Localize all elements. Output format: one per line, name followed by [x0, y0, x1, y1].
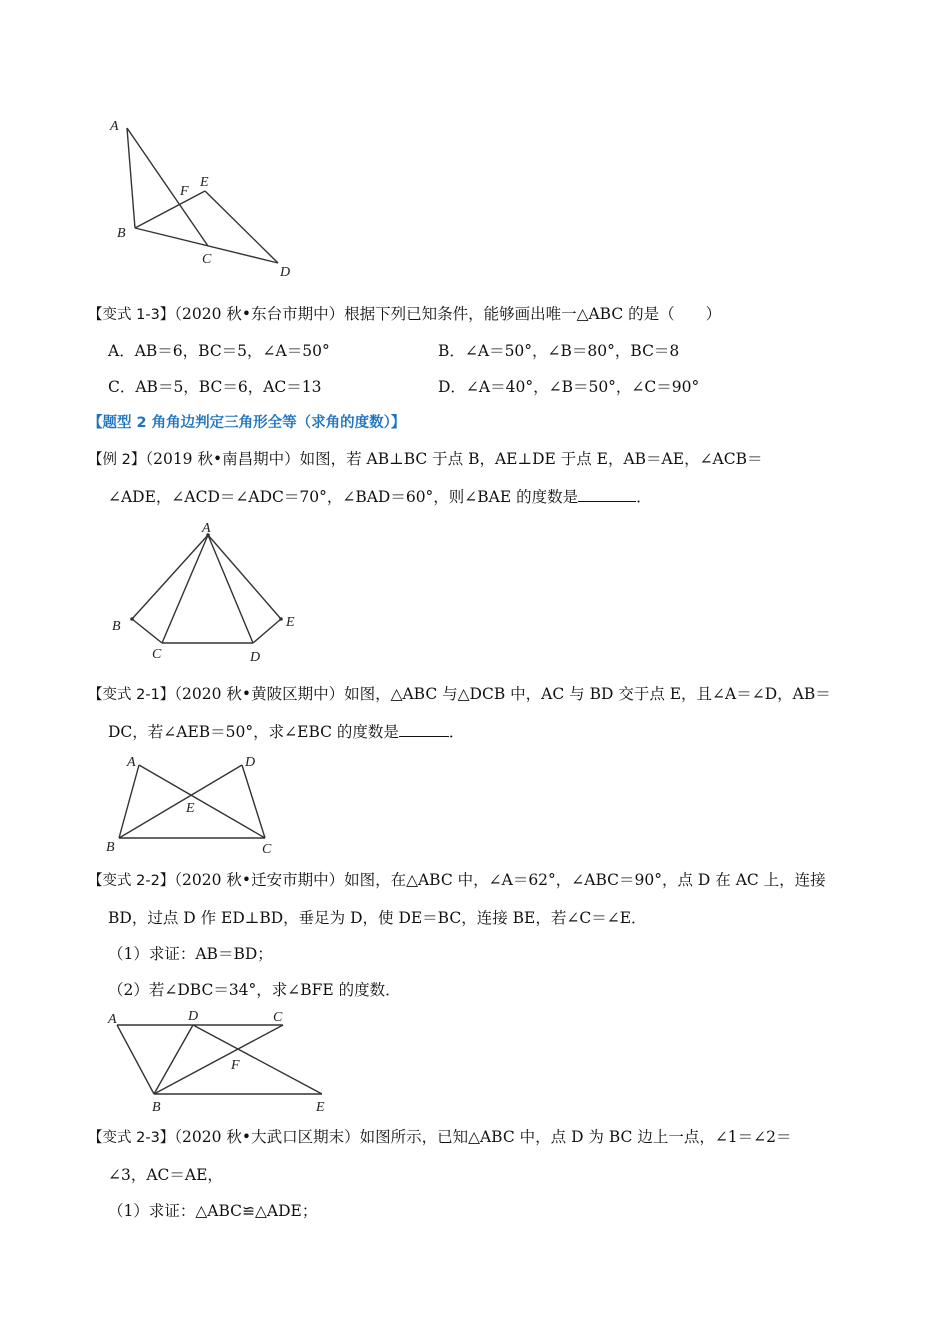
q21-line1: 【变式 2-1】（2020 秋•黄陂区期中）如图，△ABC 与△DCB 中，AC 与 BD 交于点 E，且∠A＝∠D，AB＝ — [88, 685, 831, 703]
label-b: B — [117, 226, 126, 241]
label-c: C — [202, 252, 212, 267]
segment-db — [119, 765, 242, 838]
label-a: A — [110, 119, 119, 134]
ex2-line2: ∠ADE，∠ACD＝∠ADC＝70°，∠BAD＝60°，则∠BAE 的度数是 ． — [108, 488, 652, 506]
q13-option-b[interactable]: B．∠A＝50°，∠B＝80°，BC＝8 — [438, 342, 680, 360]
q22-sub1: （1）求证：AB＝BD； — [108, 945, 273, 963]
q23-line1: 【变式 2-3】（2020 秋•大武口区期末）如图所示，已知△ABC 中，点 D 为 BC 边上一点，∠1＝∠2＝ — [88, 1128, 792, 1146]
figure-1 — [100, 110, 310, 285]
label-d: D — [245, 755, 256, 770]
q13-stem: 【变式 1-3】（2020 秋•东台市期中）根据下列已知条件，能够画出唯一△ABC 的是（ ） — [88, 305, 722, 323]
label-e: E — [200, 175, 209, 190]
label-c: C — [273, 1010, 283, 1025]
label-b: B — [152, 1100, 161, 1115]
segment-ab — [132, 535, 208, 619]
label-b: B — [112, 619, 121, 634]
label-d: D — [250, 650, 261, 665]
segment-ed — [205, 191, 278, 263]
label-f: F — [180, 184, 189, 199]
figure-4 — [100, 1003, 350, 1118]
figure-3 — [100, 750, 290, 860]
label-e: E — [316, 1100, 325, 1115]
q23-line2: ∠3，AC＝AE， — [108, 1166, 223, 1184]
q13-option-c[interactable]: C．AB＝5，BC＝6，AC＝13 — [108, 378, 322, 396]
label-a: A — [127, 755, 136, 770]
label-c: C — [262, 842, 272, 857]
segment-ab — [127, 128, 135, 228]
ex2-line1: 【例 2】（2019 秋•南昌期中）如图，若 AB⊥BC 于点 B，AE⊥DE 于点 E，AB＝AE，∠ACB＝ — [88, 450, 763, 468]
segment-bc — [132, 619, 162, 643]
label-b: B — [106, 840, 115, 855]
label-e: E — [286, 615, 295, 630]
label-e: E — [186, 801, 195, 816]
segment-ae — [208, 535, 281, 619]
label-d: D — [188, 1009, 199, 1024]
segment-ad — [208, 535, 253, 643]
segment-be — [135, 191, 205, 228]
segment-de — [253, 619, 281, 643]
q21-answer-blank[interactable] — [399, 722, 449, 737]
q23-sub1: （1）求证：△ABC≌△ADE； — [108, 1202, 318, 1220]
q13-option-d[interactable]: D．∠A＝40°，∠B＝50°，∠C＝90° — [438, 378, 700, 396]
segment-ab — [119, 765, 139, 838]
label-f: F — [231, 1058, 240, 1073]
q21-line2: DC，若∠AEB＝50°，求∠EBC 的度数是 ． — [108, 723, 465, 741]
q22-sub2: （2）若∠DBC＝34°，求∠BFE 的度数． — [108, 981, 401, 999]
q22-line1: 【变式 2-2】（2020 秋•迁安市期中）如图，在△ABC 中，∠A＝62°，∠ABC＝90°，点 D 在 AC 上，连接 — [88, 871, 826, 889]
figure-2 — [105, 518, 305, 668]
ex2-answer-blank[interactable] — [578, 487, 636, 502]
label-c: C — [152, 647, 162, 662]
segment-ac — [162, 535, 208, 643]
label-a: A — [202, 521, 211, 536]
label-a: A — [108, 1012, 117, 1027]
segment-de — [193, 1025, 322, 1094]
label-d: D — [280, 265, 291, 280]
q13-option-a[interactable]: A．AB＝6，BC＝5，∠A＝50° — [108, 342, 330, 360]
q22-line2: BD，过点 D 作 ED⊥BD，垂足为 D，使 DE＝BC，连接 BE，若∠C＝∠E． — [108, 909, 647, 927]
segment-ab — [117, 1025, 154, 1094]
section-2-heading: 【题型 2 角角边判定三角形全等（求角的度数）】 — [88, 415, 406, 431]
